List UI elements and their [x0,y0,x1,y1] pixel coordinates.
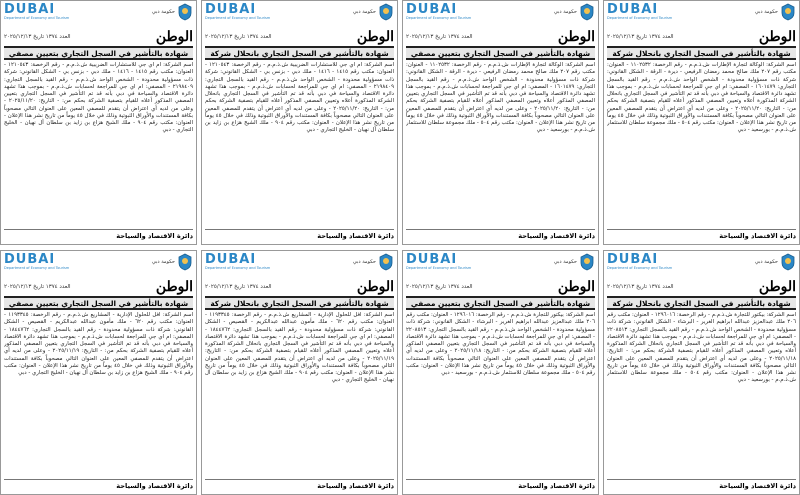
issue-line: العدد ١٣٧٤ تاريخ ٢٠٢٥/١٢/١٣ [205,34,272,40]
dubai-government-logo [755,253,796,271]
masthead [205,279,394,295]
masthead [607,29,796,45]
dubai-government-logo [353,253,394,271]
notice-title-bar [205,296,394,310]
masthead [4,29,193,45]
notice-title: شهادة بالتأشير في السجل التجاري بتعيين مصفي [8,48,189,58]
notice-header [607,3,796,29]
newspaper-name: الوطن [155,29,193,45]
department-name: دائرة الاقتصاد والسياحة [518,482,595,490]
dubai-government-logo [554,3,595,21]
notice-title-bar [4,296,193,310]
masthead [607,279,796,295]
government-text: حكومة دبي [754,259,778,265]
notice-footer [607,479,796,492]
dubai-det-logo [406,253,471,270]
dubai-logo-subtitle: Department of Economy and Tourism [4,16,70,20]
newspaper-name: الوطن [758,279,796,295]
dubai-government-logo [353,3,394,21]
newspaper-name: الوطن [758,29,796,45]
notice-title-bar [205,46,394,60]
notice-header [406,253,595,279]
dubai-government-logo [152,3,193,21]
government-emblem-icon [579,253,595,271]
dubai-det-logo [205,253,270,270]
government-text: حكومة دبي [352,9,376,15]
dubai-government-logo [755,3,796,21]
newspaper-name: الوطن [557,29,595,45]
dubai-logo-subtitle: Department of Economy and Tourism [4,266,70,270]
notice-title-bar [607,46,796,60]
notice-footer [205,229,394,242]
dubai-government-logo [554,253,595,271]
department-name: دائرة الاقتصاد والسياحة [116,482,193,490]
dubai-det-logo [205,3,270,20]
notice-card [0,250,197,495]
notice-title-bar [406,296,595,310]
government-emblem-icon [780,253,796,271]
notice-card [402,0,599,245]
newspaper-name: الوطن [557,279,595,295]
notice-body: اسم الشركة: ام اي جي للاستشارات الضريبية ش.ذ.م.م - رقم الرخصة: ١٢١٠٥٤٣ - العنوان: مكتب رقم ١٤١٥ - ١٤١٦ - ملك دبي - بزنس بي - الشكل القانوني: شركة ذات مسؤولية محدودة - الشخص الواحد ش.ذ.م.م - رقم القيد بالسجل التجاري: ٢١٩٨٤٠٩ - المصفي: ام اي جي للمراجعة لحسابات ش.ذ.م.م - بموجب هذا تشهد دائرة الاقتصاد والسياحة في دبي بأنه قد تم التأشير في السجل التجاري بانحلال الشركة المذكورة أعلاه وتعيين المصفي المذكور أعلاه للقيام بتصفية الشركة بحكم من: - التاريخ: ٢٠٢٥/١١/٢٠ - وعلى من لديه أي اعتراض أن يتقدم للمصفي المعين على العنوان التالي مصحوباً بكافة المستندات والأوراق الثبوتية وذلك في خلال ٤٥ يوماً من تاريخ نشر هذا الإعلان - العنوان: مكتب رقم ٩٠٤ - ملك الشيخ هزاع بن زايد بن سلطان آل نهيان - الخليج التجاري - دبي [205,62,394,134]
government-text: حكومة دبي [553,9,577,15]
notice-footer [607,229,796,242]
notice-header [4,3,193,29]
notice-footer [205,479,394,492]
department-name: دائرة الاقتصاد والسياحة [719,482,796,490]
dubai-logo-word: DUBAI [205,252,257,267]
notice-card [201,250,398,495]
government-emblem-icon [780,3,796,21]
newspaper-name: الوطن [155,279,193,295]
government-text: حكومة دبي [352,259,376,265]
government-emblem-icon [579,3,595,21]
issue-line: العدد ١٣٧٤ تاريخ ٢٠٢٥/١٢/١٣ [205,284,272,290]
dubai-logo-word: DUBAI [4,252,56,267]
dubai-det-logo [4,253,69,270]
issue-line: العدد ١٣٧٤ تاريخ ٢٠٢٥/١٢/١٣ [607,284,674,290]
dubai-logo-word: DUBAI [406,252,458,267]
dubai-logo-subtitle: Department of Economy and Tourism [205,16,271,20]
dubai-logo-word: DUBAI [406,2,458,17]
government-emblem-icon [177,253,193,271]
dubai-logo-word: DUBAI [4,2,56,17]
government-text: حكومة دبي [151,9,175,15]
notice-footer [406,479,595,492]
dubai-det-logo [607,3,672,20]
government-emblem-icon [378,253,394,271]
notice-card [603,0,800,245]
dubai-logo-word: DUBAI [607,252,659,267]
dubai-logo-subtitle: Department of Economy and Tourism [607,266,673,270]
government-text: حكومة دبي [754,9,778,15]
dubai-logo-subtitle: Department of Economy and Tourism [607,16,673,20]
notice-title: شهادة بالتأشير في السجل التجاري بتعيين مصفي [410,298,591,308]
dubai-logo-subtitle: Department of Economy and Tourism [406,16,472,20]
notice-footer [4,479,193,492]
government-emblem-icon [378,3,394,21]
notice-title: شهادة بالتأشير في السجل التجاري بانحلال شركة [210,298,389,308]
notice-title-bar [4,46,193,60]
newspaper-name: الوطن [356,279,394,295]
department-name: دائرة الاقتصاد والسياحة [719,232,796,240]
notice-card [402,250,599,495]
notice-title-bar [607,296,796,310]
government-text: حكومة دبي [553,259,577,265]
notice-body: اسم الشركة: الوكالة لتجارة الإطارات ش.ذ.م.م - رقم الرخصة: ١١٠٢٥٣٢ - العنوان: مكتب رقم ٢٠٧ ملك صالح محمد رمضان الرفيعي - ديرة - الرقة - الشكل القانوني: شركة ذات مسؤولية محدودة - الشخص الواحد ش.ذ.م.م - رقم القيد بالسجل التجاري: ١٦٠١٤٧٩ - المصفي: ام اي جي للمراجعة لحسابات ش.ذ.م.م - بموجب هذا تشهد دائرة الاقتصاد والسياحة في دبي بأنه قد تم التأشير في السجل التجاري بانحلال الشركة المذكورة أعلاه وتعيين المصفي المذكور أعلاه للقيام بتصفية الشركة بحكم من: - التاريخ: ٢٠٢٥/١١/٢٠ - وعلى من لديه أي اعتراض أن يتقدم للمصفي المعين على العنوان التالي مصحوباً بكافة المستندات والأوراق الثبوتية وذلك في خلال ٤٥ يوماً من تاريخ نشر هذا الإعلان - العنوان: مكتب رقم ٥٠٤ - ملك مجموعة سلطان للاستثمار ش.ذ.م.م - بورسعيد - دبي [607,62,796,134]
notice-footer [4,229,193,242]
notice-header [4,253,193,279]
government-emblem-icon [177,3,193,21]
notice-card [603,250,800,495]
masthead [406,29,595,45]
notice-title: شهادة بالتأشير في السجل التجاري بتعيين مصفي [410,48,591,58]
dubai-det-logo [4,3,69,20]
notice-title: شهادة بالتأشير في السجل التجاري بتعيين مصفي [8,298,189,308]
notice-card [201,0,398,245]
dubai-logo-subtitle: Department of Economy and Tourism [205,266,271,270]
department-name: دائرة الاقتصاد والسياحة [317,482,394,490]
dubai-government-logo [152,253,193,271]
masthead [205,29,394,45]
dubai-logo-subtitle: Department of Economy and Tourism [406,266,472,270]
issue-line: العدد ١٣٧٤ تاريخ ٢٠٢٥/١٢/١٣ [607,34,674,40]
newspaper-name: الوطن [356,29,394,45]
dubai-det-logo [406,3,471,20]
issue-line: العدد ١٣٧٤ تاريخ ٢٠٢٥/١٢/١٣ [4,284,71,290]
notice-body: اسم الشركة: بيكتور للتجارة ش.ذ.م.م - رقم الرخصة: ١٢٩٦٠١٦ - العنوان: مكتب رقم ٢٠٦ ملك عبدالعزيز عبدالله ابراهيم الغرير - البرشاء - الشكل القانوني: شركة ذات مسؤولية محدودة - الشخص الواحد ش.ذ.م.م - رقم القيد بالسجل التجاري: ٢٢٠٨٥١٣ - المصفي: ام اي جي للمراجعة لحسابات ش.ذ.م.م - بموجب هذا تشهد دائرة الاقتصاد والسياحة في دبي بأنه قد تم التأشير في السجل التجاري بانحلال الشركة المذكورة أعلاه وتعيين المصفي المذكور أعلاه للقيام بتصفية الشركة بحكم من: - التاريخ: ٢٠٢٥/١١/١٨ - وعلى من لديه أي اعتراض أن يتقدم للمصفي المعين على العنوان التالي مصحوباً بكافة المستندات والأوراق الثبوتية وذلك في خلال ٤٥ يوماً من تاريخ نشر هذا الإعلان - العنوان: مكتب رقم ٥٠٤ - ملك مجموعة سلطان للاستثمار ش.ذ.م.م - بورسعيد - دبي [607,312,796,384]
notice-header [607,253,796,279]
notice-header [205,3,394,29]
notice-title-bar [406,46,595,60]
notice-body: اسم الشركة: آفل للحلول الإدارية - المشاريع ش.ذ.م.م - رقم الرخصة: ١١٩٣٣٤٥ - العنوان: مكتب رقم ٦٢٠ - ملك مأمون عبدالله عبدالكريم - القصيص - الشكل القانوني: شركة ذات مسؤولية محدودة - رقم القيد بالسجل التجاري: ١٨٤٤٧٦٢ - المصفي: ام اي جي للمراجعة لحسابات ش.ذ.م.م - بموجب هذا تشهد دائرة الاقتصاد والسياحة في دبي بأنه قد تم التأشير في السجل التجاري بتعيين المصفي المذكور أعلاه للقيام بتصفية الشركة بحكم من: - التاريخ: ٢٠٢٥/١١/١٩ - وعلى من لديه أي اعتراض أن يتقدم للمصفي المعين على العنوان التالي مصحوباً بكافة المستندات والأوراق الثبوتية وذلك في خلال ٤٥ يوماً من تاريخ نشر هذا الإعلان - العنوان: مكتب رقم ٩٠٤ - ملك الشيخ هزاع بن زايد بن سلطان آل نهيان - الخليج التجاري - دبي [4,312,193,376]
issue-line: العدد ١٣٧٤ تاريخ ٢٠٢٥/١٢/١٣ [406,284,473,290]
notice-title: شهادة بالتأشير في السجل التجاري بانحلال شركة [612,48,791,58]
masthead [4,279,193,295]
department-name: دائرة الاقتصاد والسياحة [518,232,595,240]
notice-title: شهادة بالتأشير في السجل التجاري بانحلال شركة [210,48,389,58]
issue-line: العدد ١٣٧٤ تاريخ ٢٠٢٥/١٢/١٣ [406,34,473,40]
dubai-logo-word: DUBAI [205,2,257,17]
issue-line: العدد ١٣٧٤ تاريخ ٢٠٢٥/١٢/١٣ [4,34,71,40]
notice-header [406,3,595,29]
notice-title: شهادة بالتأشير في السجل التجاري بانحلال شركة [612,298,791,308]
notice-body: اسم الشركة: الوكالة لتجارة الإطارات ش.ذ.م.م - رقم الرخصة: ١١٠٢٥٣٢ - العنوان: مكتب رقم ٢٠٧ ملك صالح محمد رمضان الرفيعي - ديرة - الرقة - الشكل القانوني: شركة ذات مسؤولية محدودة - الشخص الواحد ش.ذ.م.م - رقم القيد بالسجل التجاري: ١٦٠١٤٧٩ - المصفي: ام اي جي للمراجعة لحسابات ش.ذ.م.م - بموجب هذا تشهد دائرة الاقتصاد والسياحة في دبي بأنه قد تم التأشير في السجل التجاري بتعيين المصفي المذكور أعلاه وتعيين المصفي المذكور أعلاه للقيام بتصفية الشركة بحكم من: - التاريخ: ٢٠٢٥/١١/٢٠ - وعلى من لديه أي اعتراض أن يتقدم للمصفي المعين على العنوان التالي مصحوباً بكافة المستندات والأوراق الثبوتية وذلك في خلال ٤٥ يوماً من تاريخ نشر هذا الإعلان - العنوان: مكتب رقم ٥٠٤ - ملك مجموعة سلطان للاستثمار ش.ذ.م.م - بورسعيد - دبي [406,62,595,134]
notice-footer [406,229,595,242]
dubai-logo-word: DUBAI [607,2,659,17]
notice-header [205,253,394,279]
department-name: دائرة الاقتصاد والسياحة [116,232,193,240]
notice-body: اسم الشركة: ام اي جي للاستشارات الضريبية ش.ذ.م.م - رقم الرخصة: ١٢١٠٥٤٣ - العنوان: مكتب رقم ١٤١٥ - ١٤١٦ - ملك دبي - بزنس بي - الشكل القانوني: شركة ذات مسؤولية محدودة - الشخص الواحد ش.ذ.م.م - رقم القيد بالسجل التجاري: ٢١٩٨٤٠٩ - المصفي: ام اي جي للمراجعة لحسابات ش.ذ.م.م - بموجب هذا تشهد دائرة الاقتصاد والسياحة في دبي بأنه قد تم التأشير في السجل التجاري بتعيين المصفي المذكور أعلاه للقيام بتصفية الشركة بحكم من: - التاريخ: ٢٠٢٥/١١/٢٠ - وعلى من لديه أي اعتراض أن يتقدم للمصفي المعين على العنوان التالي مصحوباً بكافة المستندات والأوراق الثبوتية وذلك في خلال ٤٥ يوماً من تاريخ نشر هذا الإعلان - العنوان: مكتب رقم ٩٠٤ - ملك الشيخ هزاع بن زايد بن سلطان آل نهيان - الخليج التجاري - دبي [4,62,193,134]
notice-body: اسم الشركة: آفل للحلول الإدارية - المشاريع ش.ذ.م.م - رقم الرخصة: ١١٩٣٣٤٥ - العنوان: مكتب رقم ٦٢٠ - ملك مأمون عبدالله عبدالكريم - القصيص - الشكل القانوني: شركة ذات مسؤولية محدودة - رقم القيد بالسجل التجاري: ١٨٤٤٧٦٢ - المصفي: ام اي جي للمراجعة لحسابات ش.ذ.م.م - بموجب هذا تشهد دائرة الاقتصاد والسياحة في دبي بأنه قد تم التأشير في السجل التجاري بانحلال الشركة المذكورة أعلاه وتعيين المصفي المذكور أعلاه للقيام بتصفية الشركة بحكم من: - التاريخ: ٢٠٢٥/١١/١٩ - وعلى من لديه أي اعتراض أن يتقدم للمصفي المعين على العنوان التالي مصحوباً بكافة المستندات والأوراق الثبوتية وذلك في خلال ٤٥ يوماً من تاريخ نشر هذا الإعلان - العنوان: مكتب رقم ٩٠٤ - ملك الشيخ هزاع بن زايد بن سلطان آل نهيان - الخليج التجاري - دبي [205,312,394,384]
notice-card [0,0,197,245]
masthead [406,279,595,295]
department-name: دائرة الاقتصاد والسياحة [317,232,394,240]
government-text: حكومة دبي [151,259,175,265]
notice-body: اسم الشركة: بيكتور للتجارة ش.ذ.م.م - رقم الرخصة: ١٢٩٦٠١٦ - العنوان: مكتب رقم ٢٠٦ ملك عبدالعزيز عبدالله ابراهيم الغرير - البرشاء - الشكل القانوني: شركة ذات مسؤولية محدودة - الشخص الواحد ش.ذ.م.م - رقم القيد بالسجل التجاري: ٢٢٠٨٥١٣ - المصفي: ام اي جي للمراجعة لحسابات ش.ذ.م.م - بموجب هذا تشهد دائرة الاقتصاد والسياحة في دبي بأنه قد تم التأشير في السجل التجاري بتعيين المصفي المذكور أعلاه للقيام بتصفية الشركة بحكم من: - التاريخ: ٢٠٢٥/١١/١٨ - وعلى من لديه أي اعتراض أن يتقدم للمصفي المعين على العنوان التالي مصحوباً بكافة المستندات والأوراق الثبوتية وذلك في خلال ٤٥ يوماً من تاريخ نشر هذا الإعلان - العنوان: مكتب رقم ٥٠٤ - ملك مجموعة سلطان للاستثمار ش.ذ.م.م - بورسعيد - دبي [406,312,595,376]
dubai-det-logo [607,253,672,270]
